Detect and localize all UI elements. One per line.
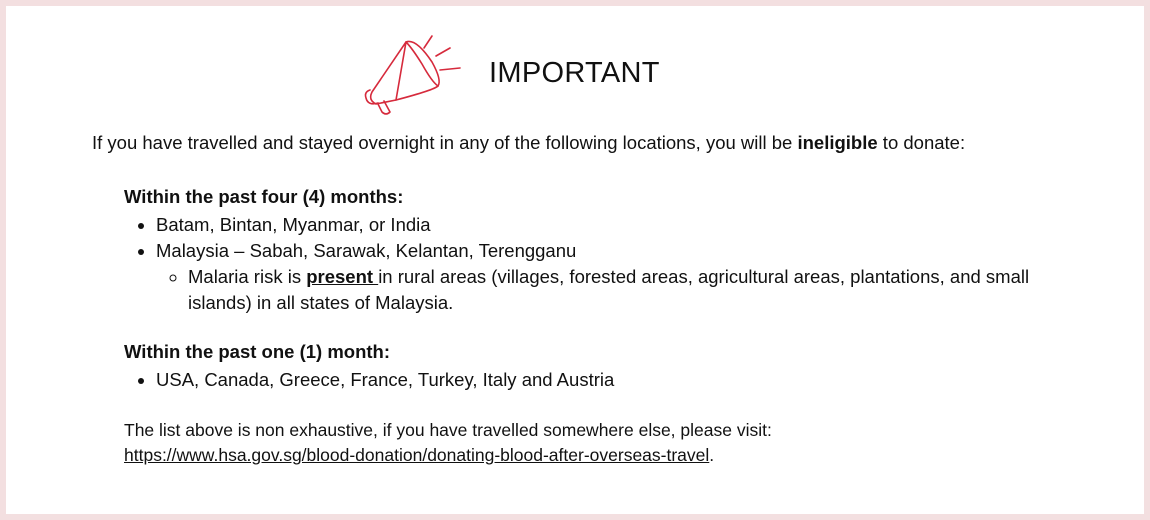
sub-list-item xyxy=(188,264,1084,316)
location-list xyxy=(124,212,1084,316)
present-emphasis: present xyxy=(306,266,379,287)
list-item: • USA, Canada, Greece, France, Turkey, Italy and Austria xyxy=(156,367,1084,393)
section-heading: Within the past four (4) months: xyxy=(124,186,404,207)
intro-suffix: to donate: xyxy=(877,132,966,153)
section-four-months xyxy=(124,186,1084,316)
hsa-link[interactable]: https://www.hsa.gov.sg/blood-donation/donating-blood-after-overseas-travel xyxy=(124,445,710,465)
intro-text xyxy=(92,132,1092,154)
megaphone-icon xyxy=(356,28,476,122)
notice-title: IMPORTANT xyxy=(489,57,660,89)
link-suffix: . xyxy=(709,445,715,465)
section-one-month xyxy=(124,341,1084,393)
footer-note xyxy=(124,418,1084,468)
intro-prefix: If you have travelled and stayed overnight in any of the following locations, you will be xyxy=(92,132,798,153)
list-item: • Batam, Bintan, Myanmar, or India xyxy=(156,212,1084,238)
footer-link-line xyxy=(124,443,1084,468)
malaria-suffix: in rural areas (villages, forested areas, agricultural areas, plantations, and small islands) in all states of Malaysia. xyxy=(188,266,1030,313)
sub-list xyxy=(156,264,1084,316)
section-heading: Within the past one (1) month: xyxy=(124,341,391,362)
list-item-label: Malaysia – Sabah, Sarawak, Kelantan, Terengganu xyxy=(156,240,577,261)
malaria-prefix: Malaria risk is xyxy=(188,266,307,287)
ineligible-emphasis: ineligible xyxy=(797,132,878,153)
notice-header xyxy=(356,28,696,122)
footer-text: The list above is non exhaustive, if you have travelled somewhere else, please visit: xyxy=(124,420,772,440)
location-list xyxy=(124,367,1084,393)
list-item xyxy=(156,238,1084,316)
notice-card xyxy=(6,6,1144,514)
